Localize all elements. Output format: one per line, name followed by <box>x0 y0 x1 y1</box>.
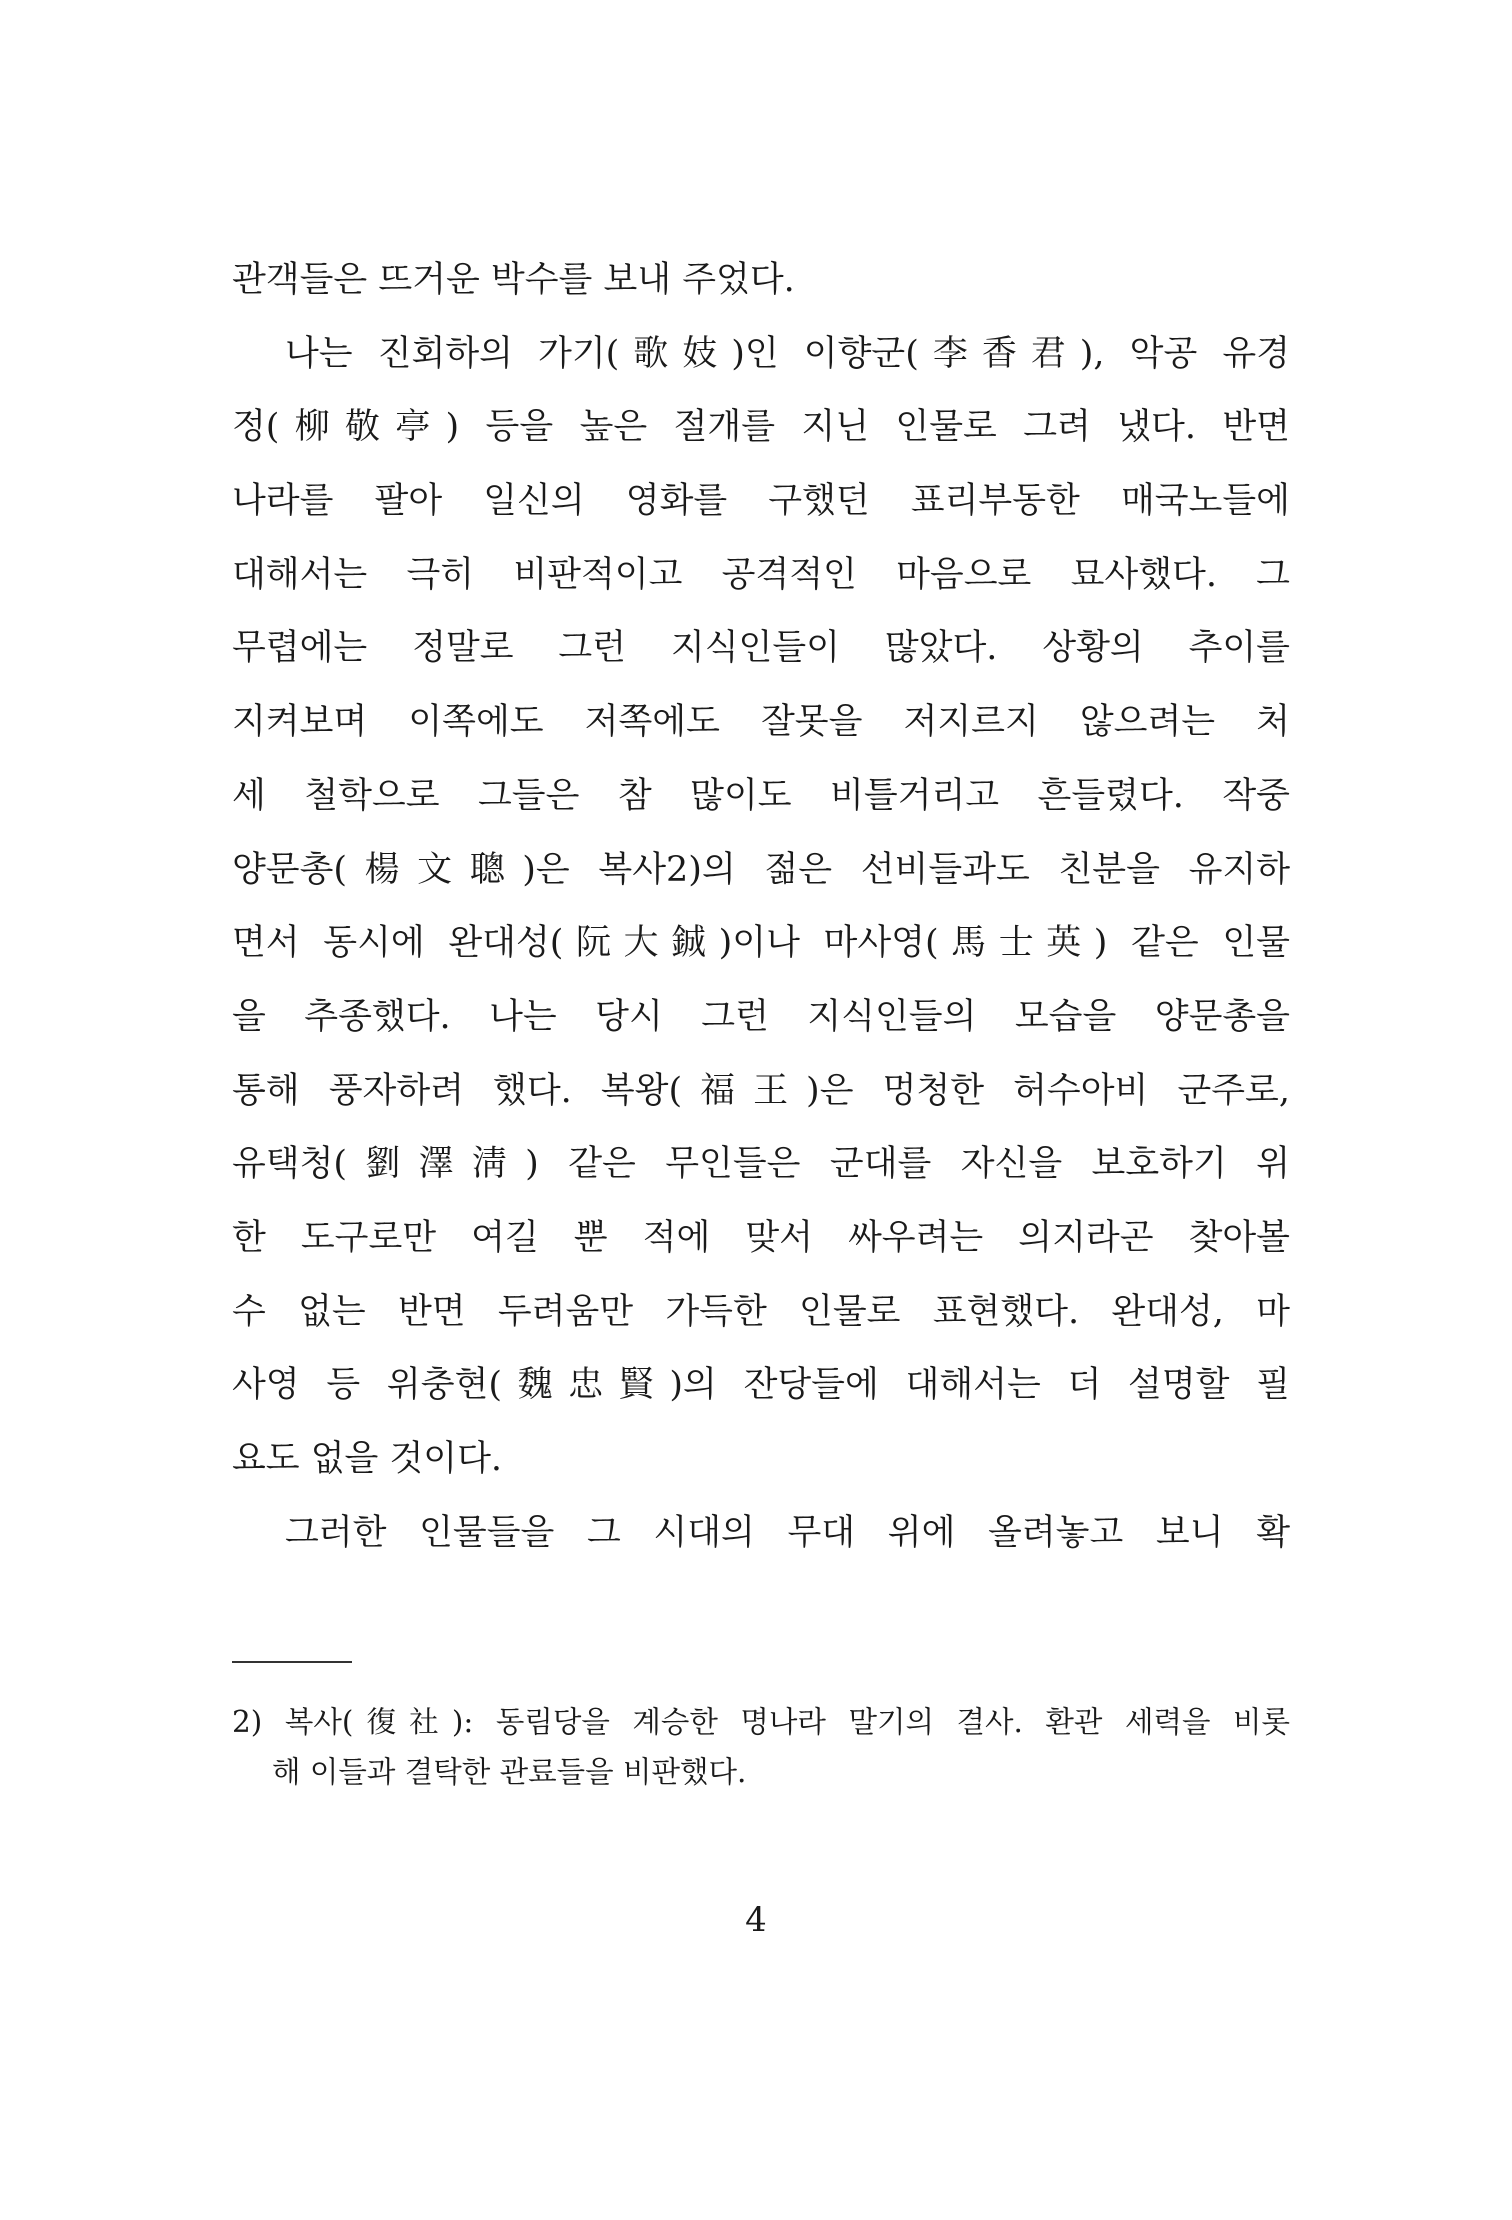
text-line: 한 도구로만 여길 뿐 적에 맞서 싸우려는 의지라곤 찾아볼 <box>232 1217 1290 1258</box>
text-line: 정(柳敬亭) 등을 높은 절개를 지닌 인물로 그려 냈다. 반면 <box>232 407 1290 448</box>
footnote-line: 2) 복사(復社): 동림당을 계승한 명나라 말기의 결사. 환관 세력을 비롯 <box>232 1705 1290 1739</box>
text-line: 유택청(劉澤淸) 같은 무인들은 군대를 자신을 보호하기 위 <box>232 1144 1290 1185</box>
text-line: 양문총(楊文聰)은 복사2)의 젊은 선비들과도 친분을 유지하 <box>232 849 1290 890</box>
text-line: 대해서는 극히 비판적이고 공격적인 마음으로 묘사했다. 그 <box>232 554 1290 595</box>
paragraph-end-line: 요도 없을 것이다. <box>232 1439 503 1479</box>
paragraph-start-line: 그러한 인물들을 그 시대의 무대 위에 올려놓고 보니 확 <box>285 1512 1290 1553</box>
text-line: 면서 동시에 완대성(阮大鋮)이나 마사영(馬士英) 같은 인물 <box>232 923 1290 964</box>
footnote <box>232 1697 1290 1797</box>
text-line: 을 추종했다. 나는 당시 그런 지식인들의 모습을 양문총을 <box>232 996 1290 1037</box>
text-line: 수 없는 반면 두려움만 가득한 인물로 표현했다. 완대성, 마 <box>232 1291 1290 1332</box>
text-line: 사영 등 위충현(魏忠賢)의 잔당들에 대해서는 더 설명할 필 <box>232 1365 1290 1406</box>
text-line: 무렵에는 정말로 그런 지식인들이 많았다. 상황의 추이를 <box>232 628 1290 669</box>
text-line: 관객들은 뜨거운 박수를 보내 주었다. <box>232 260 795 300</box>
paragraph-start-line: 나는 진회하의 가기(歌妓)인 이향군(李香君), 악공 유경 <box>285 333 1290 374</box>
text-line: 세 철학으로 그들은 참 많이도 비틀거리고 흔들렸다. 작중 <box>232 775 1290 816</box>
footnote-separator <box>232 1661 352 1663</box>
text-line: 통해 풍자하려 했다. 복왕(福王)은 멍청한 허수아비 군주로, <box>232 1070 1290 1111</box>
page-number: 4 <box>745 1900 767 1940</box>
text-line: 지켜보며 이쪽에도 저쪽에도 잘못을 저지르지 않으려는 처 <box>232 702 1290 743</box>
text-line: 나라를 팔아 일신의 영화를 구했던 표리부동한 매국노들에 <box>232 481 1290 522</box>
footnote-line: 해 이들과 결탁한 관료들을 비판했다. <box>272 1755 747 1789</box>
body-text <box>232 244 1290 1570</box>
